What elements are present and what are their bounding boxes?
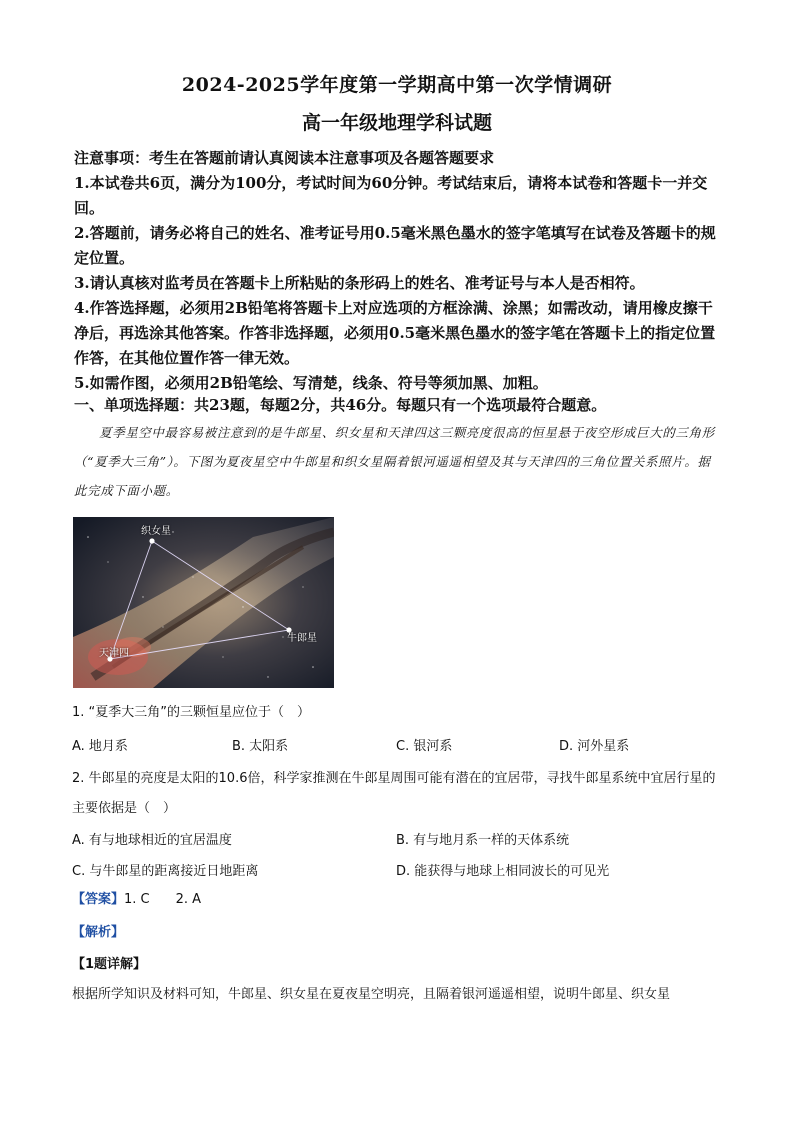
option-a: A. 有与地球相近的宜居温度 [72,833,232,848]
answer-line [72,888,201,907]
option-c: C. 与牛郎星的距离接近日地距离 [72,864,259,879]
question-2-options-row1 [72,829,724,851]
question-2-stem: 2. 牛郎星的亮度是太阳的10.6倍，科学家推测在牛郎星周围可能有潜在的宜居带，寻找牛郎星系统中宜居行星的主要依据是（ ） [72,771,716,816]
option-d: D. 河外星系 [559,739,630,754]
option-a: A. 地月系 [72,739,128,754]
exam-notes [74,146,724,396]
night-sky-image [73,517,334,688]
note-item: 3.请认真核对监考员在答题卡上所粘贴的条形码上的姓名、准考证号与本人是否相符。 [74,274,645,292]
exam-title: 2024-2025学年度第一学期高中第一次学情调研 [181,74,613,96]
question-1-options [72,735,724,757]
note-item: 4.作答选择题，必须用2B铅笔将答题卡上对应选项的方框涂满、涂黑；如需改动，请用橡皮擦干净后，再选涂其他答案。作答非选择题，必须用0.5毫米黑色墨水的签字笔在答题卡上的指定位置作答，在其他位置作答一律无效。 [74,299,716,367]
question-2-options-row2 [72,860,724,882]
reading-passage: 夏季星空中最容易被注意到的是牛郎星、织女星和天津四这三颗亮度很高的恒星悬于夜空形成巨大的三角形（“夏季大三角”）。下图为夏夜星空中牛郎星和织女星隔着银河遥遥相望及其与天津四的三角位置关系照片。据此完成下面小题。 [74,425,715,498]
altair-label: 牛郎星 [287,633,317,644]
option-b: B. 太阳系 [232,739,289,754]
analysis-heading: 【解析】 [72,925,125,940]
note-item: 2.答题前，请务必将自己的姓名、准考证号用0.5毫米黑色墨水的签字笔填写在试卷及答题卡的规定位置。 [74,224,716,267]
detail-heading: 【1题详解】 [72,957,147,972]
option-b: B. 有与地月系一样的天体系统 [396,833,570,848]
detail-text: 根据所学知识及材料可知，牛郎星、织女星在夏夜星空明亮，且隔着银河遥遥相望，说明牛郎星、织女星 [72,987,671,1002]
vega-label: 织女星 [141,526,171,537]
vega-star [149,538,154,543]
note-item: 1.本试卷共6页，满分为100分，考试时间为60分钟。考试结束后，请将本试卷和答题卡一并交回。 [74,174,708,217]
section-heading: 一、单项选择题：共23题，每题2分，共46分。每题只有一个选项最符合题意。 [74,396,607,414]
deneb-label: 天津四 [99,648,129,659]
option-d: D. 能获得与地球上相同波长的可见光 [396,864,610,879]
answer-values: 1. C 2. A [124,892,202,907]
answer-tag: 【答案】 [72,892,125,907]
notes-heading: 注意事项：考生在答题前请认真阅读本注意事项及各题答题要求 [74,149,495,167]
exam-subtitle: 高一年级地理学科试题 [301,112,492,134]
option-c: C. 银河系 [396,739,453,754]
question-1-stem: 1. “夏季大三角”的三颗恒星应位于（ ） [72,705,311,720]
summer-triangle-photo [73,517,334,688]
note-item: 5.如需作图，必须用2B铅笔绘、写清楚，线条、符号等须加黑、加粗。 [74,374,548,392]
